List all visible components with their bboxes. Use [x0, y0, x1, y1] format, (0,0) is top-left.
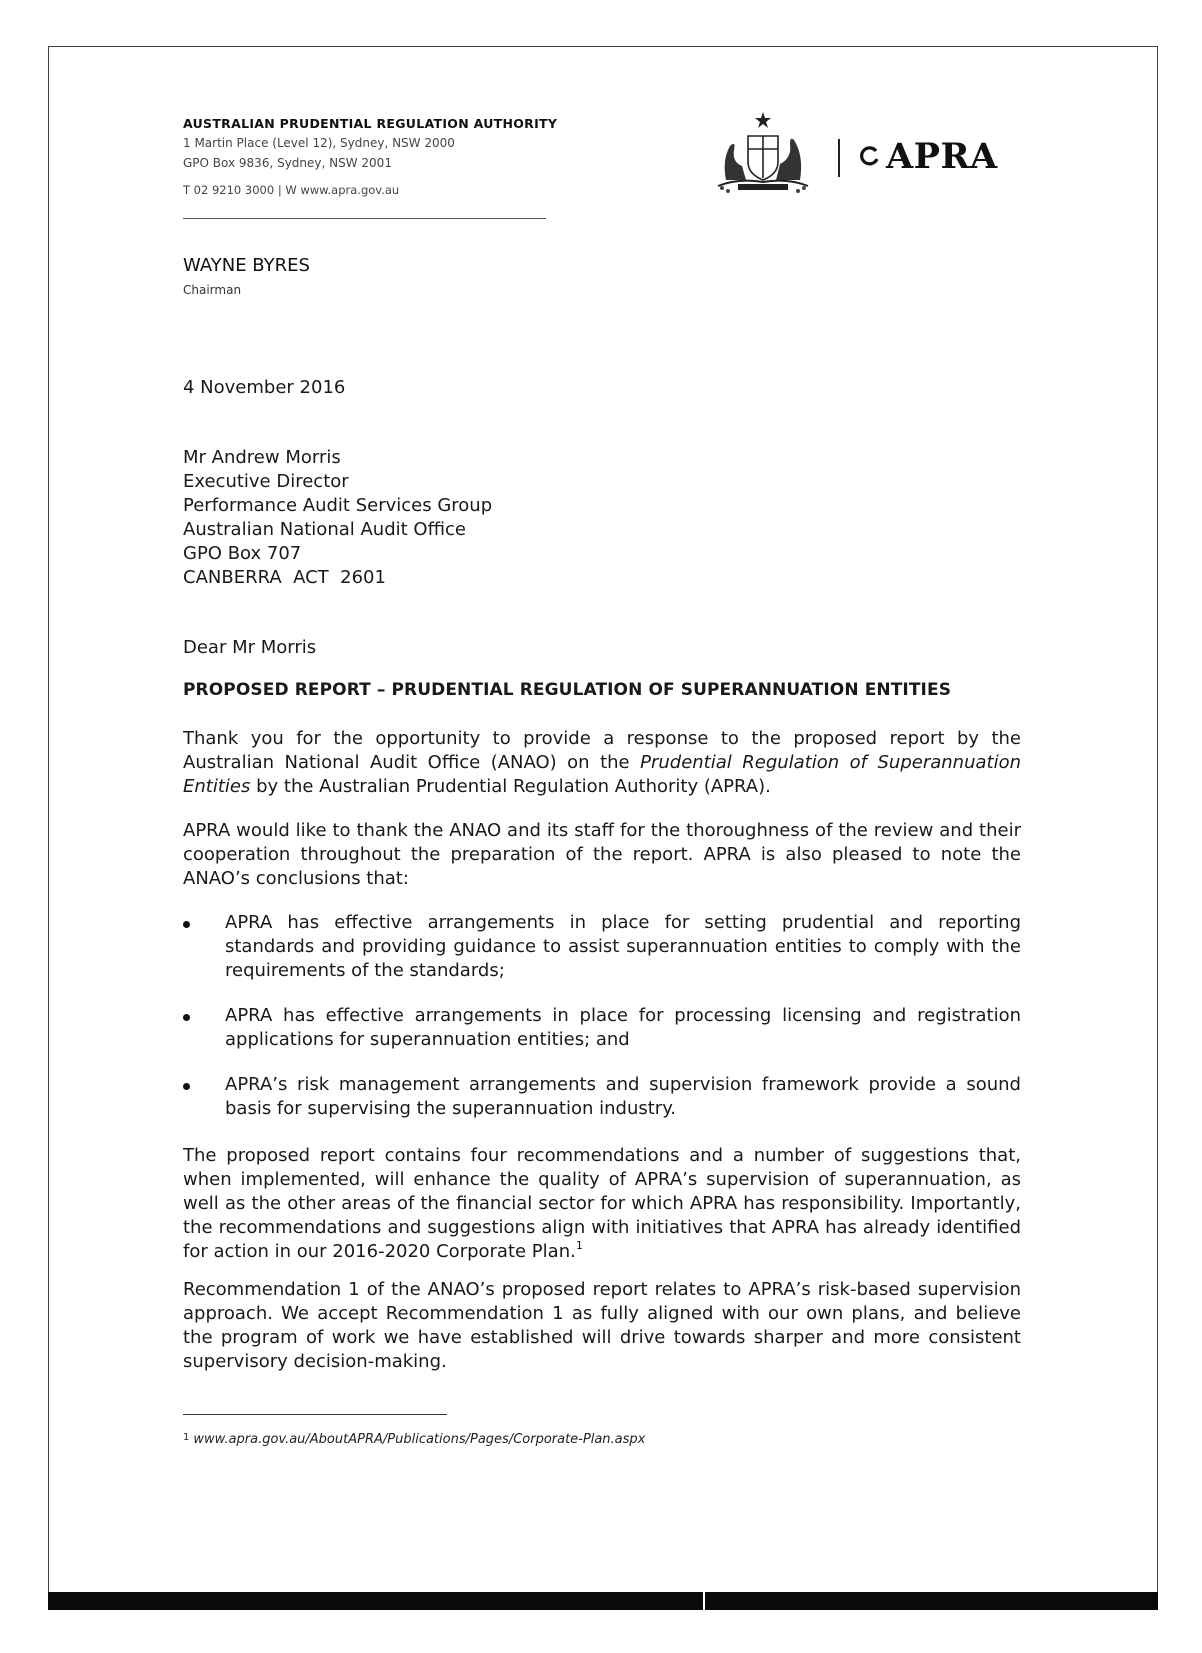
- address-line-1: 1 Martin Place (Level 12), Sydney, NSW 2000: [183, 136, 455, 150]
- recipient-line: GPO Box 707: [183, 543, 302, 564]
- paragraph-3-text: The proposed report contains four recommendations and a number of suggestions that, when implemented, will enhance the quality of APRA’s supervision of superannuation, as well as the other areas of the financial sector for which APRA has responsibility. Importantly, the recommendations and suggestions align with initiatives that APRA has already identified for action in our 2016-2020 Corporate Plan.: [183, 1145, 1021, 1262]
- sender-name: WAYNE BYRES: [183, 255, 310, 276]
- recipient-line: CANBERRA ACT 2601: [183, 567, 386, 588]
- footnote: [183, 1432, 645, 1447]
- bullet-icon: [183, 1083, 190, 1090]
- bullet-icon: [183, 1014, 190, 1021]
- list-item: [183, 911, 1021, 983]
- paragraph-2: APRA would like to thank the ANAO and its staff for the thoroughness of the review and their cooperation throughout the preparation of the report. APRA is also pleased to note the ANAO’s conclusions that:: [183, 820, 1021, 889]
- apra-mark-icon: [858, 145, 880, 167]
- logo-separator: [838, 139, 840, 177]
- conclusions-list: [183, 911, 1021, 1121]
- footnote-number: 1: [183, 1432, 190, 1443]
- list-item: [183, 1004, 1021, 1052]
- recipient-address: [183, 446, 492, 590]
- list-item: [183, 1073, 1021, 1121]
- footnote-reference[interactable]: 1: [575, 1239, 583, 1252]
- coat-of-arms-icon: [708, 108, 818, 198]
- footnote-link[interactable]: www.apra.gov.au/AboutAPRA/Publications/Pages/Corporate-Plan.aspx: [193, 1432, 646, 1447]
- bullet-icon: [183, 921, 190, 928]
- letterhead-divider: [183, 218, 546, 219]
- letter-date: 4 November 2016: [183, 377, 346, 398]
- report-title: Prudential Regulation of Superannuation Entities: [183, 752, 1021, 797]
- paragraph-1-text-end: by the Australian Prudential Regulation Authority (APRA).: [250, 776, 771, 797]
- letterhead: [183, 116, 557, 197]
- list-item-text: APRA has effective arrangements in place for processing licensing and registration applications for superannuation entities; and: [225, 1005, 1021, 1050]
- list-item-text: APRA has effective arrangements in place for setting prudential and reporting standards and providing guidance to assist superannuation entities to comply with the requirements of the standards;: [225, 912, 1021, 981]
- paragraph-4: Recommendation 1 of the ANAO’s proposed report relates to APRA’s risk-based supervision approach. We accept Recommendation 1 as fully aligned with our own plans, and believe the program of work we have established will drive towards sharper and more consistent supervisory decision-making.: [183, 1279, 1021, 1372]
- subject-heading: PROPOSED REPORT – PRUDENTIAL REGULATION OF SUPERANNUATION ENTITIES: [183, 680, 952, 700]
- recipient-line: Executive Director: [183, 471, 349, 492]
- salutation: Dear Mr Morris: [183, 637, 317, 658]
- recipient-line: Performance Audit Services Group: [183, 495, 493, 516]
- apra-logo-text: APRA: [886, 135, 998, 177]
- paragraph-3: [183, 1144, 1021, 1264]
- recipient-line: Australian National Audit Office: [183, 519, 466, 540]
- paragraph-1-text: Thank you for the opportunity to provide a response to the proposed report by the Australian National Audit Office (ANAO) on the: [183, 728, 1021, 773]
- apra-logo: [858, 134, 998, 178]
- list-item-text: APRA’s risk management arrangements and supervision framework provide a sound basis for supervising the superannuation industry.: [225, 1074, 1021, 1119]
- organisation-name: AUSTRALIAN PRUDENTIAL REGULATION AUTHORITY: [183, 116, 558, 131]
- paragraph-1: [183, 727, 1021, 799]
- footnote-divider: [183, 1414, 447, 1415]
- recipient-line: Mr Andrew Morris: [183, 447, 341, 468]
- contact-line: T 02 9210 3000 | W www.apra.gov.au: [183, 183, 400, 197]
- sender-role: Chairman: [183, 283, 242, 297]
- scan-bottom-bar: [48, 1592, 1158, 1610]
- address-line-2: GPO Box 9836, Sydney, NSW 2001: [183, 156, 392, 170]
